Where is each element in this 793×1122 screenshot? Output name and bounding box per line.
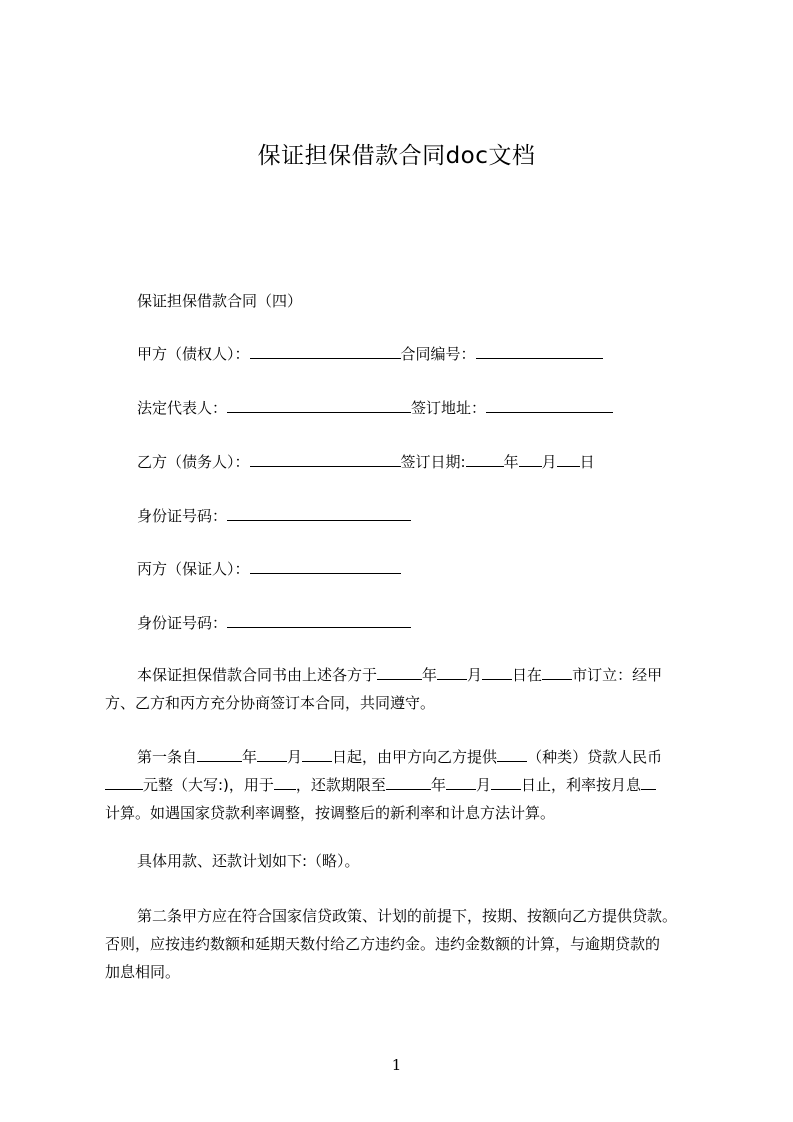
- sign-month-blank: [519, 451, 542, 467]
- sign-year-blank: [466, 451, 504, 467]
- intro-year-blank: [377, 664, 422, 680]
- article-2-paragraph: [105, 902, 705, 986]
- party-c-line: [137, 558, 401, 580]
- document-title: 保证担保借款合同doc文档: [257, 143, 536, 169]
- intro-line-1: [105, 661, 705, 689]
- article-1-text-d: 元整（大写:)，用于: [143, 776, 274, 794]
- article-2-line-3: 加息相同。: [105, 963, 181, 981]
- party-a-line: [137, 343, 603, 365]
- intro-month-label: 月: [467, 666, 483, 684]
- article-1-paragraph: [105, 743, 705, 827]
- intro-city-blank: [542, 664, 572, 680]
- intro-text-a: 本保证担保借款合同书由上述各方于: [137, 666, 378, 684]
- legal-rep-blank: [227, 397, 411, 413]
- article-1-due-month-blank: [446, 774, 476, 790]
- party-c-blank: [250, 558, 401, 574]
- party-b-blank: [250, 451, 401, 467]
- intro-line-2: 方、乙方和丙方充分协商签订本合同，共同遵守。: [105, 694, 436, 712]
- intro-paragraph: [105, 661, 705, 717]
- contract-no-blank: [476, 343, 603, 359]
- intro-day-blank: [482, 664, 512, 680]
- sign-date-label: 签订日期:: [400, 453, 466, 471]
- sign-place-blank: [486, 397, 613, 413]
- article-1-rate-blank: [641, 774, 656, 790]
- article-1-month-blank: [257, 746, 287, 762]
- article-1-text-b: 日起，由甲方向乙方提供: [332, 748, 498, 766]
- id-no-blank-2: [227, 612, 411, 628]
- sign-day-blank: [557, 451, 580, 467]
- article-2-line-1: 第二条甲方应在符合国家信贷政策、计划的前提下，按期、按额向乙方提供贷款。: [137, 907, 678, 925]
- sign-place-label: 签订地址：: [411, 399, 487, 417]
- article-1-amount-blank: [105, 774, 143, 790]
- id-no-line-1: [137, 505, 411, 527]
- party-a-label: 甲方（债权人）：: [137, 345, 250, 363]
- id-no-label-2: 身份证号码：: [137, 614, 228, 632]
- party-a-blank: [250, 343, 401, 359]
- article-1-text-e: ，还款期限至: [295, 776, 386, 794]
- article-1-due-year-label: 年: [430, 776, 446, 794]
- legal-rep-line: [137, 397, 613, 419]
- intro-text-b: 市订立：经甲: [572, 666, 663, 684]
- article-1-type-blank: [497, 746, 527, 762]
- article-1-line-2: [105, 771, 705, 799]
- contract-no-label: 合同编号：: [400, 345, 476, 363]
- article-1-due-month-label: 月: [475, 776, 491, 794]
- article-1-month-label: 月: [287, 748, 303, 766]
- article-2-line-2: 否则，应按违约数额和延期天数付给乙方违约金。违约金数额的计算，与逾期贷款的: [105, 935, 661, 953]
- article-1-day-blank: [302, 746, 332, 762]
- article-1-year-blank: [197, 746, 242, 762]
- article-1-year-label: 年: [242, 748, 258, 766]
- party-b-line: [137, 451, 595, 473]
- intro-month-blank: [437, 664, 467, 680]
- article-1-line-3: 计算。如遇国家贷款利率调整，按调整后的新利率和计息方法计算。: [105, 804, 556, 822]
- page-number: 1: [391, 1056, 402, 1074]
- intro-day-label: 日在: [512, 666, 543, 684]
- id-no-label-1: 身份证号码：: [137, 507, 228, 525]
- intro-year-label: 年: [422, 666, 438, 684]
- contract-subtitle: 保证担保借款合同（四）: [137, 292, 303, 310]
- sign-day-label: 日: [579, 453, 595, 471]
- id-no-blank-1: [227, 505, 411, 521]
- article-1-due-day-blank: [491, 774, 521, 790]
- id-no-line-2: [137, 612, 411, 634]
- legal-rep-label: 法定代表人：: [137, 399, 228, 417]
- article-1-text-a: 第一条自: [137, 748, 198, 766]
- article-1-line-1: [105, 743, 705, 771]
- party-c-label: 丙方（保证人）：: [137, 560, 250, 578]
- article-1-text-f: 日止，利率按月息: [520, 776, 641, 794]
- sign-month-label: 月: [541, 453, 557, 471]
- party-b-label: 乙方（债务人）：: [137, 453, 250, 471]
- article-1-text-c: （种类）贷款人民币: [527, 748, 663, 766]
- plan-line: 具体用款、还款计划如下:（略）。: [137, 852, 360, 870]
- article-1-purpose-blank: [274, 774, 296, 790]
- article-1-due-year-blank: [386, 774, 431, 790]
- sign-year-label: 年: [503, 453, 519, 471]
